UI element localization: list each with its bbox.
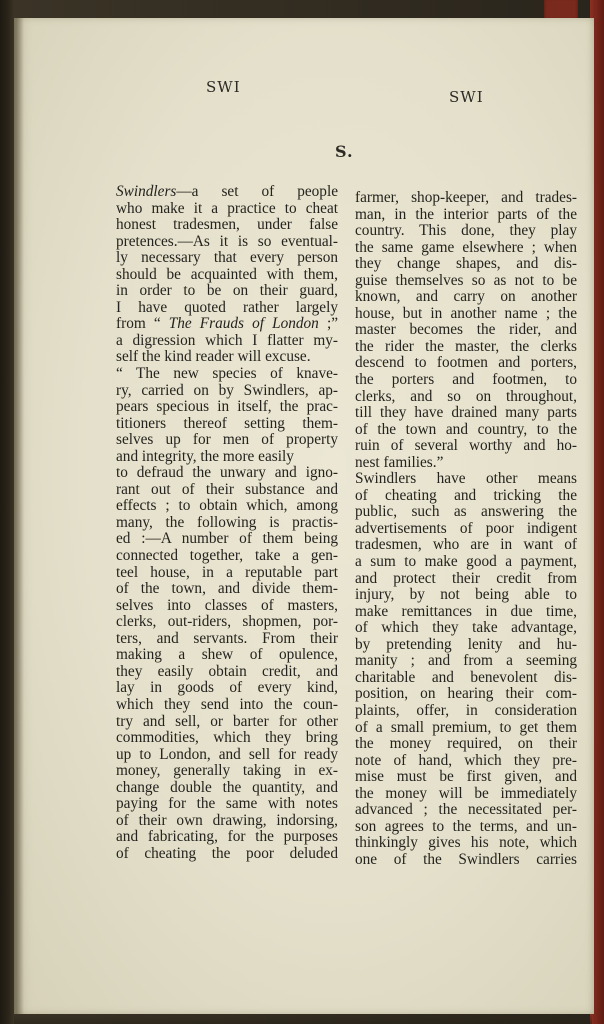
text-line: known, and carry on another [355,289,577,306]
text-line: pretences.—As it is so eventual- [116,233,338,250]
text-line: the rider the master, the clerks [355,338,577,355]
text-line: son agrees to the terms, and un- [355,818,577,835]
text-line: the money required, on their [355,736,577,753]
text-line: should be acquainted with them, [116,266,338,283]
text-line: money, generally taking in ex- [116,763,338,780]
text-line: Swindlers have other means [355,471,577,488]
text-line: country. This done, they play [355,223,577,240]
text-line: to defraud the unwary and igno- [116,465,338,482]
text-line: clerks, and so on throughout, [355,388,577,405]
text-line: master becomes the rider, and [355,322,577,339]
text-line: which they send into the coun- [116,696,338,713]
text-line: in order to be on their guard, [116,283,338,300]
text-line: of the town, and divide them- [116,581,338,598]
text-line: who make it a practice to cheat [116,200,338,217]
text-line: rant out of their substance and [116,481,338,498]
text-line: selves up for men of property [116,432,338,449]
text-line: self the kind reader will excuse. [116,349,311,366]
text-line: try and sell, or barter for other [116,713,338,730]
text-line: man, in the interior parts of the [355,206,577,223]
text-line: from “ The Frauds of London ;” [116,316,338,333]
text-line: effects ; to obtain which, among [116,498,338,515]
text-line: honest tradesmen, under false [116,217,338,234]
text-line: of cheating the poor deluded [116,845,338,862]
text-line: making a shew of opulence, [116,647,338,664]
text-line: titioners thereof setting them- [116,415,338,432]
text-line: farmer, shop-keeper, and trades- [355,190,577,206]
running-head-left: SWI [206,78,241,96]
text-line: a sum to make good a payment, [355,554,577,571]
text-line: change double the quantity, and [116,779,338,796]
text-line: of the town and country, to the [355,421,577,438]
text-column-left [116,184,338,862]
text-line: ed :—A number of them being [116,531,338,548]
text-line: house, but in another name ; the [355,305,577,322]
text-line: note of hand, which they pre- [355,752,577,769]
text-line: manity ; and from a seeming [355,653,577,670]
text-line: injury, by not being able to [355,587,577,604]
text-line: descend to footmen and porters, [355,355,577,372]
text-line: till they have drained many parts [355,405,577,422]
text-line: pears specious in itself, the prac- [116,399,338,416]
section-letter: S. [335,142,354,161]
text-line: nest families.” [355,454,444,471]
text-line: make remittances in due time, [355,603,577,620]
text-line: advanced ; the necessitated per- [355,802,577,819]
text-line: clerks, out-riders, shopmen, por- [116,614,338,631]
running-head-right: SWI [449,88,484,106]
text-line: guise themselves so as not to be [355,272,577,289]
text-line: ry, carried on by Swindlers, ap- [116,382,338,399]
text-line: plaints, offer, in consideration [355,702,577,719]
text-line: of their own drawing, indorsing, [116,812,338,829]
text-line: thinkingly gives his note, which [355,835,577,852]
text-line: tradesmen, who are in want of [355,537,577,554]
text-line: selves into classes of masters, [116,597,338,614]
text-line: the porters and footmen, to [355,372,577,389]
text-line: the same game elsewhere ; when [355,239,577,256]
text-line: “ The new species of knave- [116,366,338,383]
text-line: the money will be immediately [355,785,577,802]
text-line: teel house, in a reputable part [116,564,338,581]
text-line: connected together, take a gen- [116,548,338,565]
text-line: public, such as answering the [355,504,577,521]
text-line: of cheating and tricking the [355,487,577,504]
text-line: they change shapes, and dis- [355,256,577,273]
text-line: they easily obtain credit, and [116,663,338,680]
text-line: charitable and benevolent dis- [355,669,577,686]
text-column-right [355,190,577,868]
text-line: ruin of several worthy and ho- [355,438,577,455]
text-line: mise must be first given, and [355,769,577,786]
text-line: I have quoted rather largely [116,299,338,316]
text-line: up to London, and sell for ready [116,746,338,763]
text-line: commodities, which they bring [116,730,338,747]
text-line: by pretending lenity and hu- [355,636,577,653]
text-line: and fabricating, for the purposes [116,829,338,846]
text-line: ters, and servants. From their [116,630,338,647]
text-line: Swindlers—a set of people [116,184,338,200]
text-line: lay in goods of every kind, [116,680,338,697]
text-line: many, the following is practis- [116,514,338,531]
text-line: and protect their credit from [355,570,577,587]
spine-shadow [14,18,24,1014]
text-line: one of the Swindlers carries [355,851,577,868]
text-line: of which they take advantage, [355,620,577,637]
text-line: ly necessary that every person [116,250,338,267]
text-line: a digression which I flatter my- [116,332,338,349]
text-line: paying for the same with notes [116,796,338,813]
text-line: position, on hearing their com- [355,686,577,703]
page-bottom-shadow [14,1014,592,1024]
text-line: and integrity, the more easily [116,448,294,465]
text-line: of a small premium, to get them [355,719,577,736]
text-line: advertisements of poor indigent [355,520,577,537]
